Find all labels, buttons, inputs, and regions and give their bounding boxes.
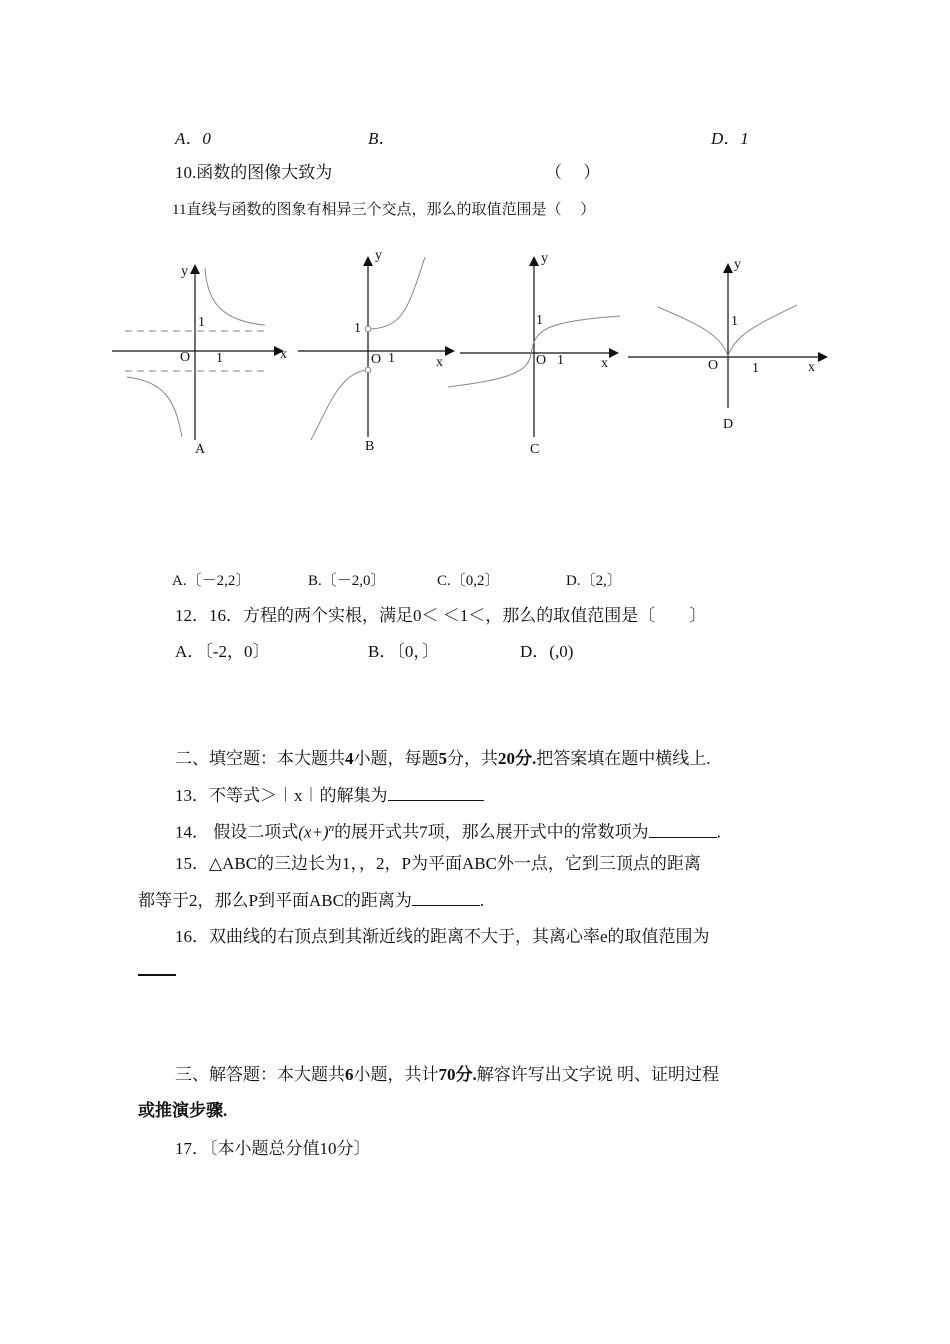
graph-a: [112, 264, 287, 457]
graph-a-one-y: 1: [198, 315, 205, 330]
q16-text: 16．双曲线的右顶点到其渐近线的距离不大于，其离心率e的取值范围为: [175, 927, 710, 946]
graph-b-x-label: x: [436, 355, 443, 370]
q11-option-b: B.〔－2,0〕: [308, 573, 386, 589]
q9-option-d: D．1: [711, 129, 749, 148]
graph-d-y-label: y: [734, 257, 741, 272]
graph-d-origin: O: [708, 358, 719, 373]
graph-b-label: B: [365, 439, 375, 454]
graph-b-one-y: 1: [354, 321, 361, 336]
graph-d-x-label: x: [808, 360, 815, 375]
q11-option-a: A.〔－2,2〕: [172, 573, 251, 589]
q12-option-d: D．(,0): [520, 642, 574, 661]
q9-option-b: B．: [368, 129, 396, 148]
q17-text: 17．〔本小题总分值10分〕: [175, 1139, 371, 1158]
section3-heading-line2: 或推演步骤.: [138, 1101, 228, 1120]
graph-b-one-x: 1: [388, 351, 395, 366]
q12-text: 12．16．方程的两个实根，满足0＜ ＜1＜，那么的取值范围是〔 〕: [175, 606, 707, 625]
graph-b: [298, 248, 455, 454]
q12-option-a: A．〔-2，0〕: [175, 642, 270, 661]
graph-a-origin: O: [180, 350, 191, 365]
q10-paren: （ ）: [545, 163, 601, 182]
graph-b-origin: O: [371, 352, 382, 367]
graph-d: [628, 257, 828, 432]
graph-c-label: C: [530, 442, 540, 457]
q13-blank: [388, 784, 484, 801]
q11-text: 11直线与函数的图象有相异三个交点，那么的取值范围是（ ）: [172, 202, 596, 218]
graph-a-x-label: x: [280, 347, 287, 362]
q14: 14． 假设二项式$(x+)^n$的展开式共7项，那么展开式中的常数项为 .: [175, 822, 721, 842]
q9-option-a: A．0: [175, 129, 211, 148]
graph-c-y-label: y: [541, 251, 548, 266]
graph-c-one-x: 1: [557, 353, 564, 368]
q10-graph-options: [0, 240, 950, 470]
q12-option-b: B．〔0，〕: [368, 642, 439, 661]
q13: 13．不等式＞︱x︱的解集为: [175, 784, 484, 807]
q11-option-c: C.〔0,2〕: [437, 573, 500, 589]
graph-b-y-label: y: [375, 248, 382, 263]
graph-a-y-label: y: [181, 264, 188, 279]
section2-heading: 二、填空题：本大题共4小题，每题5分，共20分.把答案填在题中横线上.: [175, 749, 711, 768]
q15-blank: [412, 889, 480, 906]
graph-c-origin: O: [536, 353, 547, 368]
section3-heading: 三、解答题：本大题共6小题，共计70分.解容许写出文字说 明、证明过程: [175, 1065, 719, 1084]
q10-text: 10.函数的图像大致为: [175, 163, 333, 182]
q15-line1: 15．△ABC的三边长为1，，2，P为平面ABC外一点，它到三顶点的距离: [175, 854, 701, 873]
q14-blank: [649, 821, 717, 838]
graph-d-one-x: 1: [752, 361, 759, 376]
graph-d-label: D: [723, 417, 734, 432]
graph-c: [448, 251, 620, 457]
q15-line2: 都等于2，那么P到平面ABC的距离为 .: [138, 891, 485, 910]
q16-blank: [138, 974, 176, 976]
q11-option-d: D.〔2,〕: [566, 573, 622, 589]
graph-c-x-label: x: [601, 356, 608, 371]
graph-a-label: A: [195, 442, 206, 457]
graph-d-one-y: 1: [731, 314, 738, 329]
graph-c-one-y: 1: [536, 313, 543, 328]
graph-a-one-x: 1: [216, 351, 223, 366]
